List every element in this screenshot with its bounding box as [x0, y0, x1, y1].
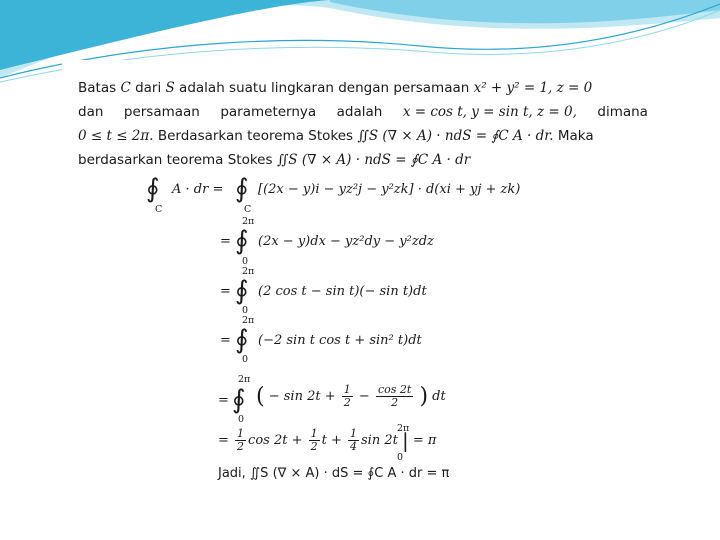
integral-lower-limit: 0 — [242, 354, 249, 365]
numerator: 1 — [310, 427, 318, 440]
numerator: cos 2t — [377, 383, 412, 396]
text: dimana — [597, 104, 648, 120]
denominator: 2 — [343, 396, 351, 409]
text: dt — [432, 389, 446, 404]
paragraph-line-4 — [78, 148, 648, 172]
text: berdasarkan teorema Stokes — [78, 152, 277, 168]
integral-upper-limit: 2π — [242, 266, 255, 277]
equals-sign: = — [220, 333, 231, 348]
integral-upper-limit: 2π — [242, 315, 255, 326]
contour-integral-sign: ∮ — [235, 226, 249, 256]
paragraph-line-3 — [78, 124, 648, 148]
text: sin 2t — [361, 433, 398, 448]
evaluation-lower-limit: 0 — [397, 452, 404, 463]
derivation-row-4: (−2 sin t cos t + sin² t)dt — [258, 333, 422, 348]
paragraph-line-1 — [78, 76, 648, 100]
integral-lower-limit: 0 — [242, 256, 249, 267]
text: parameternya — [220, 104, 317, 120]
text: cos 2t + — [248, 433, 303, 448]
derivation-row-5 — [256, 384, 446, 409]
equals-sign: = — [220, 234, 231, 249]
text: dari — [130, 80, 166, 96]
stokes-theorem: ∬S (∇ × A) · ndS = ∮C A · dr — [276, 152, 471, 168]
left-paren: ( — [256, 384, 265, 409]
text: Batas — [78, 80, 121, 96]
derivation-row-2: (2x − y)dx − yz²dy − y²zdz — [258, 234, 434, 249]
denominator: 2 — [391, 396, 399, 409]
text: persamaan — [123, 104, 200, 120]
text: = π — [412, 433, 437, 448]
denominator: 2 — [237, 440, 245, 453]
stokes-theorem: ∬S (∇ × A) · ndS = ∮C A · dr. — [357, 128, 554, 144]
paragraph-line-2 — [78, 100, 648, 124]
contour-integral-sign: ∮ — [235, 325, 249, 355]
derivation-row-1-lhs: A · dr = — [172, 182, 224, 197]
fraction-one-half — [309, 428, 320, 453]
intro-paragraph — [78, 76, 648, 172]
fraction-one-half — [235, 428, 246, 453]
text: − — [358, 389, 370, 404]
numerator: 1 — [237, 427, 245, 440]
numerator: 1 — [343, 383, 351, 396]
parameter-range: 0 ≤ t ≤ 2π. — [78, 128, 154, 144]
fraction-one-quarter — [348, 428, 359, 453]
integral-upper-limit: 2π — [238, 374, 251, 385]
var-S: S — [165, 80, 175, 96]
integral-lower-limit: 0 — [238, 414, 245, 425]
integral-lower-limit: C — [244, 204, 252, 215]
text: dan — [78, 104, 104, 120]
equals-sign: = — [220, 284, 231, 299]
text: Maka — [553, 128, 594, 144]
contour-integral-sign: ∮ — [235, 276, 249, 306]
text: Berdasarkan teorema Stokes — [153, 128, 358, 144]
contour-integral-sign: ∮ — [235, 174, 249, 204]
evaluation-upper-limit: 2π — [397, 423, 410, 434]
derivation-row-3: (2 cos t − sin t)(− sin t)dt — [258, 284, 427, 299]
fraction-one-half — [342, 384, 353, 409]
contour-integral-sign: ∮ — [146, 174, 160, 204]
text: adalah suatu lingkaran dengan persamaan — [174, 80, 474, 96]
circle-equation: x² + y² = 1, z = 0 — [473, 80, 593, 96]
derivation-row-1-rhs: [(2x − y)i − yz²j − y²zk] · d(xi + yj + zk) — [258, 182, 521, 197]
contour-integral-sign: ∮ — [232, 385, 246, 415]
equals-sign: = — [218, 433, 229, 448]
denominator: 2 — [310, 440, 318, 453]
numerator: 1 — [350, 427, 358, 440]
text: t + — [321, 433, 342, 448]
integral-upper-limit: 2π — [242, 216, 255, 227]
integral-lower-limit: C — [155, 204, 163, 215]
equals-sign: = — [218, 393, 229, 408]
evaluation-bar: | — [402, 428, 409, 453]
fraction-cos2t-over-2 — [376, 384, 413, 409]
text: adalah — [336, 104, 383, 120]
denominator: 4 — [350, 440, 358, 453]
parametric-equation: x = cos t, y = sin t, z = 0, — [402, 104, 577, 120]
text: − sin 2t + — [268, 389, 336, 404]
conclusion: Jadi, ∬S (∇ × A) · dS = ∮C A · dr = π — [218, 466, 450, 481]
var-C: C — [120, 80, 131, 96]
right-paren: ) — [419, 384, 429, 409]
integral-lower-limit: 0 — [242, 305, 249, 316]
